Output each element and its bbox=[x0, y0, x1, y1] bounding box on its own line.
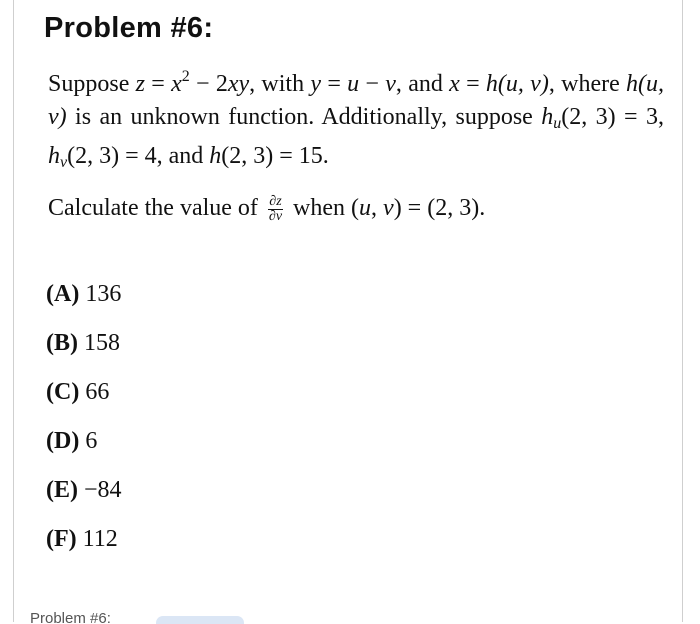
choice-d[interactable]: (D) 6 bbox=[46, 428, 98, 454]
question-text: Calculate the value of $\frac{\partial z}{\partial v}$ when (u, v) = (2, 3). bbox=[48, 193, 486, 224]
cut-off-button[interactable] bbox=[156, 616, 244, 624]
choice-e[interactable]: (E) −84 bbox=[46, 477, 122, 503]
line2: where h(u, v) is an unknown function. Additionally, bbox=[48, 71, 665, 130]
problem-statement bbox=[48, 60, 664, 179]
choice-b[interactable]: (B) 158 bbox=[46, 330, 120, 356]
partial-derivative-fraction: $\frac{\partial z}{\partial v}$ bbox=[268, 193, 283, 224]
line1: Suppose $z = x^2 - 2xy$, with y = u − v, and x = h(u, v), bbox=[48, 68, 555, 97]
answer-choices bbox=[46, 278, 122, 572]
choice-f[interactable]: (F) 112 bbox=[46, 526, 118, 552]
choice-a[interactable]: (A) 136 bbox=[46, 281, 122, 307]
problem-title: Problem #6: bbox=[44, 12, 214, 44]
cut-off-footer: Problem #6: bbox=[30, 610, 270, 624]
line3: suppose $h_u(2$, 3) = 3, $h_v(2$, 3) = 4, and h(2, 3) = 15. bbox=[48, 104, 664, 171]
choice-c[interactable]: (C) 66 bbox=[46, 379, 110, 405]
